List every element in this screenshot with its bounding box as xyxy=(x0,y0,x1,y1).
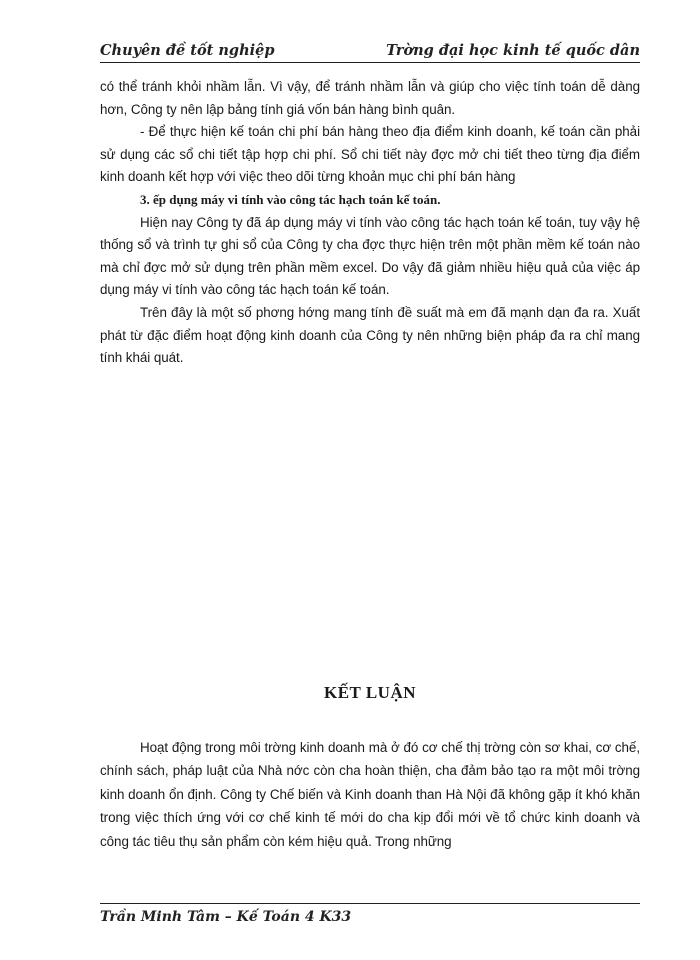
conclusion-title: KẾT LUẬN xyxy=(323,683,416,702)
header-report-type: Chuyên đề tốt nghiệp xyxy=(100,42,275,59)
footer-divider xyxy=(100,903,640,904)
paragraph-computer-accounting: Hiện nay Công ty đã áp dụng máy vi tính vào công tác hạch toán kế toán, tuy vậy hệ thống sổ và trình tự ghi sổ của Công ty cha đợc thực hiện trên một phần mềm kế toán nào mà chỉ đợc mở sử dụng trên phần mềm excel. Do vậy đã giảm nhiều hiệu quả của việc áp dụng máy vi tính vào công tác hạch toán kế toán. xyxy=(100,214,640,298)
paragraph-cost-ledger: - Để thực hiện kế toán chi phí bán hàng theo địa điểm kinh doanh, kế toán cần phải sử dụng các sổ chi tiết tập hợp chi phí. Sổ chi tiết này đợc mở chi tiết theo từng địa điểm kinh doanh kết hợp với việc theo dõi từng khoản mục chi phí bán hàng xyxy=(100,124,640,185)
header-university: Trờng đại học kinh tế quốc dân xyxy=(386,42,640,59)
paragraph-summary: Trên đây là một số phơng hớng mang tính đề suất mà em đã mạnh dạn đa ra. Xuất phát từ đặc điểm hoạt động kinh doanh của Công ty nên những biện pháp đa ra chỉ mang tính khái quát. xyxy=(100,304,640,366)
body-text xyxy=(100,76,640,370)
paragraph-conclusion: Hoạt động trong môi trờng kinh doanh mà ở đó cơ chế thị trờng còn sơ khai, cơ chế, chính sách, pháp luật của Nhà nớc còn cha hoàn thiện, cha đảm bảo tạo ra một môi trờng kinh doanh ổn định. Công ty Chế biến và Kinh doanh than Hà Nội đã không gặp ít khó khăn trong việc thích ứng với cơ chế kinh tế mới do cha kịp đổi mới về tổ chức kinh doanh và công tác tiêu thụ sản phẩm còn kém hiệu quả. Trong những xyxy=(100,740,640,849)
page-header xyxy=(100,40,640,63)
footer-author: Trần Minh Tâm – Kế Toán 4 K33 xyxy=(100,909,352,925)
paragraph-continuation: có thể tránh khỏi nhầm lẫn. Vì vậy, để tránh nhầm lẫn và giúp cho việc tính toán dễ dàng hơn, Công ty nên lập bảng tính giá vốn bán hàng bình quân. xyxy=(100,79,640,117)
conclusion-body xyxy=(100,736,640,853)
section-heading-computer-use: 3. ếp dụng máy vi tính vào công tác hạch toán kế toán. xyxy=(140,191,441,207)
